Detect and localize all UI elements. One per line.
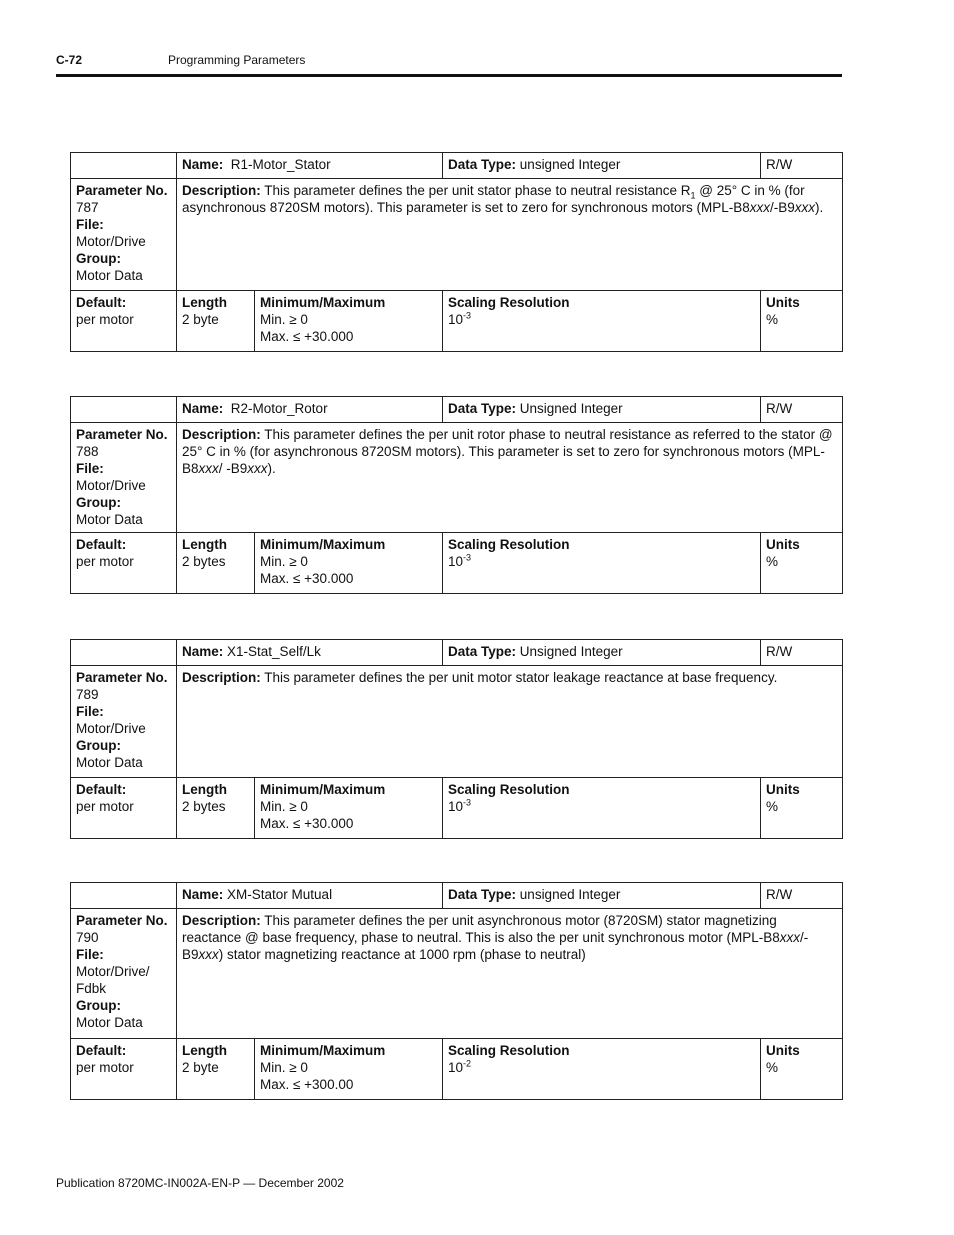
param-info-cell: Parameter No. 788 File: Motor/Drive Group: Motor Data [71,423,177,533]
max-value: Max. ≤ +30.000 [260,329,354,344]
description-cell: Description: This parameter defines the per unit motor stator leakage reactance at base frequency. [177,666,843,778]
min-max-cell: Minimum/Maximum Min. ≥ 0 Max. ≤ +30.000 [255,778,443,839]
access-value: R/W [766,644,793,659]
empty-cell [71,153,177,179]
empty-cell [71,397,177,423]
length-value: 2 byte [182,1060,219,1075]
param-info-cell: Parameter No. 790 File: Motor/Drive/ Fdbk Group: Motor Data [71,909,177,1039]
default-cell: Default: per motor [71,533,177,594]
empty-cell [71,640,177,666]
units-cell: Units % [761,533,843,594]
min-value: Min. ≥ 0 [260,1060,308,1075]
data-type-value: unsigned Integer [519,157,621,172]
units-value: % [766,554,779,569]
units-cell: Units % [761,1039,843,1100]
param-name: X1-Stat_Self/Lk [227,644,321,659]
default-value: per motor [76,554,134,569]
data-type-value: Unsigned Integer [519,401,623,416]
scaling-value: $10^{-2}$ [448,1058,472,1075]
param-number: 790 [76,930,99,945]
units-value: % [766,1060,779,1075]
max-value: Max. ≤ +30.000 [260,571,354,586]
param-table-787 [70,152,843,352]
units-cell: Units % [761,778,843,839]
default-value: per motor [76,799,134,814]
scaling-value: $10^{-3}$ [448,797,472,814]
footer-publication: Publication 8720MC-IN002A-EN-P — December 2002 [56,1176,344,1190]
param-group: Motor Data [76,512,143,527]
scaling-cell: Scaling Resolution $10^{-3}$ [443,291,761,352]
length-cell: Length 2 bytes [177,533,255,594]
min-max-cell: Minimum/Maximum Min. ≥ 0 Max. ≤ +30.000 [255,533,443,594]
default-cell: Default: per motor [71,778,177,839]
data-type-cell: Data Type: unsigned Integer [443,883,761,909]
param-table-788 [70,396,843,594]
default-cell: Default: per motor [71,1039,177,1100]
param-file: Motor/Drive [76,721,146,736]
param-file-line2: Fdbk [76,981,107,996]
param-name: R1-Motor_Stator [230,157,331,172]
description-cell: Description: This parameter defines the per unit stator phase to neutral resistance $R_1$ @ 25° C in % (for asynchronous 8720SM motors). This parameter is set to zero for synchronous motors (MPL-B8xxx/-B9xxx). [177,179,843,291]
access-value: R/W [766,401,793,416]
param-table-790 [70,882,843,1100]
min-value: Min. ≥ 0 [260,799,308,814]
access-value: R/W [766,157,793,172]
param-group: Motor Data [76,268,143,283]
access-cell [761,153,843,179]
data-type-cell: Data Type: Unsigned Integer [443,640,761,666]
param-group: Motor Data [76,755,143,770]
default-value: per motor [76,1060,134,1075]
units-cell: Units % [761,291,843,352]
default-cell: Default: per motor [71,291,177,352]
section-title: Programming Parameters [168,53,306,67]
description-cell: Description: This parameter defines the per unit asynchronous motor (8720SM) stator magnetizing reactance @ base frequency, phase to neutral. This is also the per unit synchronous motor (MPL-B8xxx/-B9xxx) stator magnetizing reactance at 1000 rpm (phase to neutral) [177,909,843,1039]
description-cell: Description: This parameter defines the per unit rotor phase to neutral resistance as referred to the stator @ 25° C in % (for asynchronous 8720SM motors). This parameter is set to zero for synchronous motors (MPL-B8xxx/ -B9xxx). [177,423,843,533]
max-value: Max. ≤ +300.00 [260,1077,354,1092]
name-cell: Name: X1-Stat_Self/Lk [177,640,443,666]
min-max-cell: Minimum/Maximum Min. ≥ 0 Max. ≤ +300.00 [255,1039,443,1100]
scaling-value: $10^{-3}$ [448,310,472,327]
data-type-value: unsigned Integer [519,887,621,902]
units-value: % [766,799,779,814]
param-file: Motor/Drive [76,478,146,493]
min-max-cell: Minimum/Maximum Min. ≥ 0 Max. ≤ +30.000 [255,291,443,352]
length-cell: Length 2 byte [177,291,255,352]
param-group: Motor Data [76,1015,143,1030]
param-number: 788 [76,444,99,459]
param-table-789 [70,639,843,839]
param-file-line1: Motor/Drive/ [76,964,150,979]
max-value: Max. ≤ +30.000 [260,816,354,831]
scaling-value: $10^{-3}$ [448,552,472,569]
access-cell [761,397,843,423]
length-value: 2 bytes [182,554,226,569]
param-info-cell: Parameter No. 787 File: Motor/Drive Group: Motor Data [71,179,177,291]
param-number: 787 [76,200,99,215]
access-cell [761,883,843,909]
scaling-cell: Scaling Resolution $10^{-2}$ [443,1039,761,1100]
page-number: C-72 [56,53,83,67]
empty-cell [71,883,177,909]
data-type-cell: Data Type: unsigned Integer [443,153,761,179]
scaling-cell: Scaling Resolution $10^{-3}$ [443,778,761,839]
param-name: R2-Motor_Rotor [230,401,328,416]
min-value: Min. ≥ 0 [260,554,308,569]
data-type-value: Unsigned Integer [519,644,623,659]
header-rule [56,74,842,77]
param-name: XM-Stator Mutual [227,887,333,902]
name-cell: Name: XM-Stator Mutual [177,883,443,909]
access-value: R/W [766,887,793,902]
length-value: 2 bytes [182,799,226,814]
scaling-cell: Scaling Resolution $10^{-3}$ [443,533,761,594]
data-type-cell: Data Type: Unsigned Integer [443,397,761,423]
param-file: Motor/Drive [76,234,146,249]
units-value: % [766,312,779,327]
min-value: Min. ≥ 0 [260,312,308,327]
length-value: 2 byte [182,312,219,327]
param-number: 789 [76,687,99,702]
name-cell: Name: R2-Motor_Rotor [177,397,443,423]
access-cell [761,640,843,666]
param-info-cell: Parameter No. 789 File: Motor/Drive Group: Motor Data [71,666,177,778]
length-cell: Length 2 byte [177,1039,255,1100]
name-cell: Name: R1-Motor_Stator [177,153,443,179]
default-value: per motor [76,312,134,327]
length-cell: Length 2 bytes [177,778,255,839]
